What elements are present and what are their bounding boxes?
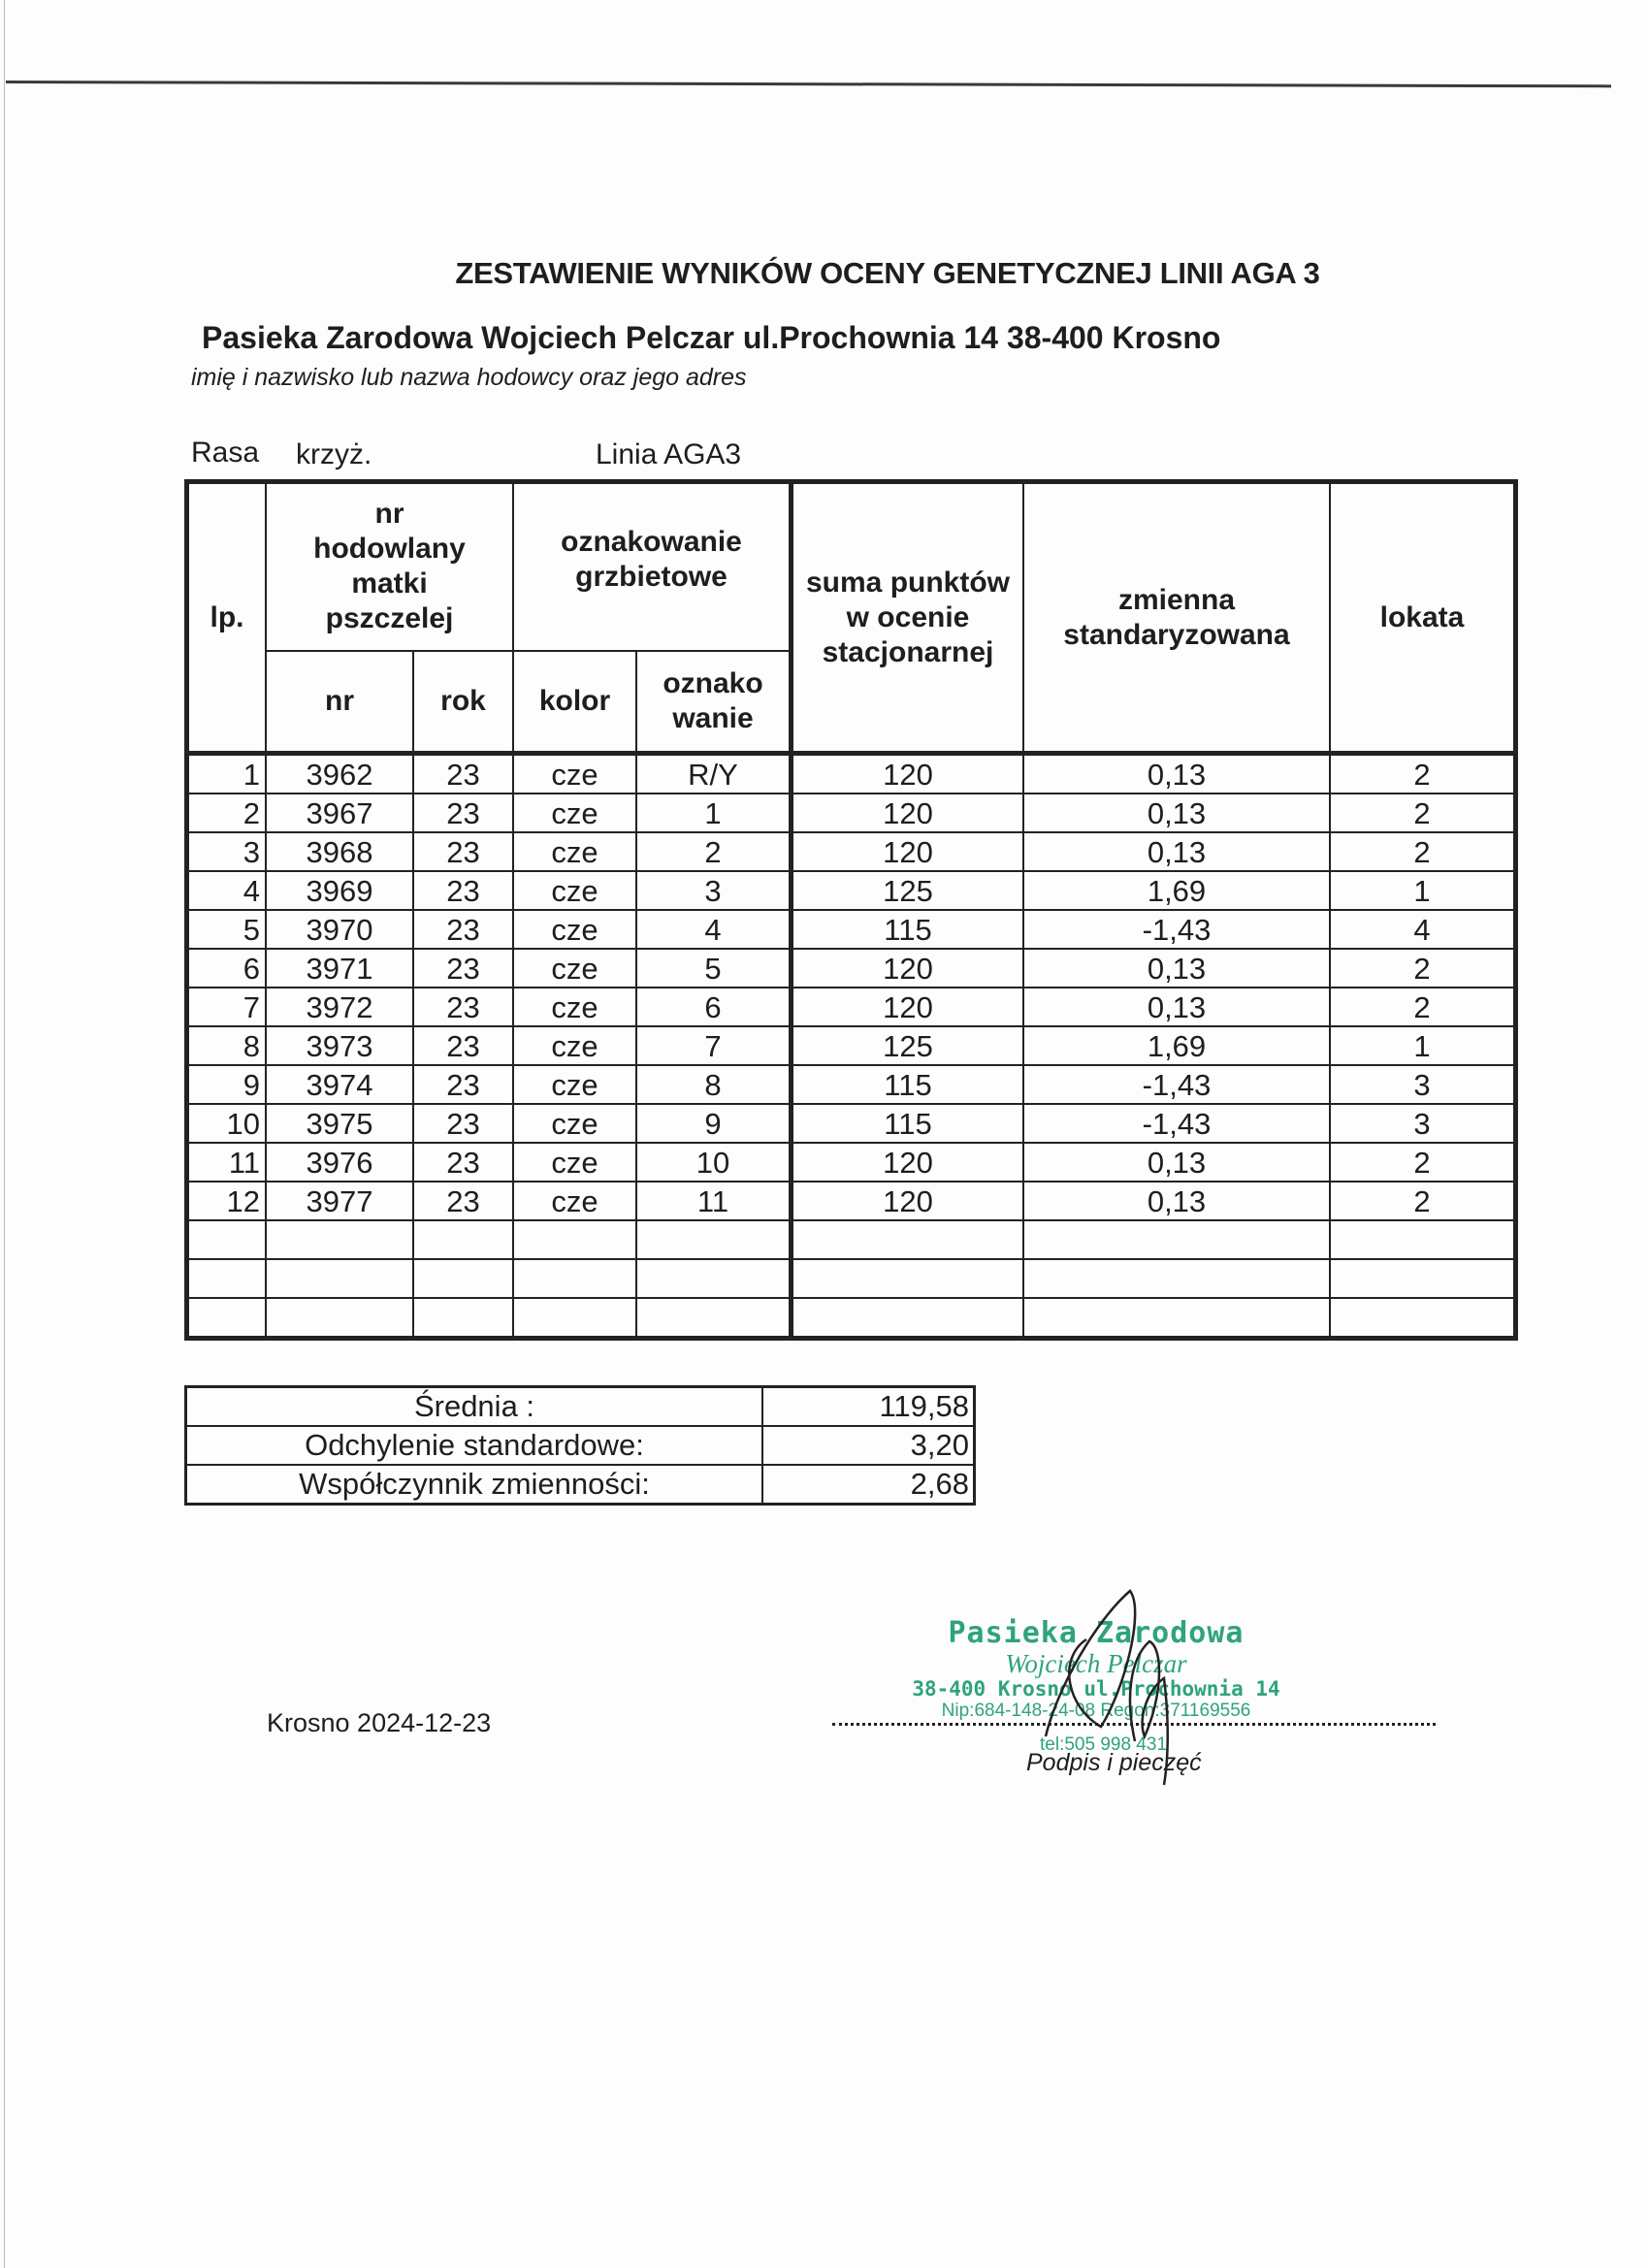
scan-edge-line (4, 0, 5, 2268)
cell-rok: 23 (413, 910, 513, 949)
empty-cell (187, 1220, 267, 1259)
cell-suma: 120 (792, 794, 1024, 832)
cell-oznakowanie: 8 (636, 1065, 792, 1104)
cell-lp: 10 (187, 1104, 267, 1143)
empty-cell (266, 1259, 413, 1298)
empty-cell (636, 1220, 792, 1259)
cell-suma: 115 (792, 910, 1024, 949)
cell-rok: 23 (413, 871, 513, 910)
cell-nr: 3972 (266, 988, 413, 1026)
empty-table-row (187, 1220, 1516, 1259)
summary-table (184, 1385, 976, 1506)
empty-cell (413, 1259, 513, 1298)
header-oznakowanie: oznako wanie (636, 651, 792, 754)
handwritten-signature (1028, 1571, 1222, 1795)
cell-kolor: cze (513, 1104, 636, 1143)
signature-caption: Podpis i pieczęć (1026, 1749, 1202, 1776)
empty-cell (1023, 1298, 1330, 1339)
cell-lokata: 3 (1330, 1104, 1516, 1143)
cell-kolor: cze (513, 988, 636, 1026)
cell-suma: 120 (792, 754, 1024, 794)
cell-lokata: 2 (1330, 988, 1516, 1026)
cell-lp: 6 (187, 949, 267, 988)
empty-cell (513, 1298, 636, 1339)
summary-row-mean (186, 1387, 975, 1427)
cell-kolor: cze (513, 949, 636, 988)
table-row (187, 832, 1516, 871)
empty-cell (513, 1259, 636, 1298)
stamp-line-ids: Nip:684-148-24-08 Regon:371169556 (941, 1701, 1251, 1721)
cell-kolor: cze (513, 1182, 636, 1220)
cell-oznakowanie: 4 (636, 910, 792, 949)
cell-lokata: 2 (1330, 1182, 1516, 1220)
empty-cell (266, 1220, 413, 1259)
summary-value: 119,58 (762, 1387, 975, 1427)
cell-lokata: 2 (1330, 1143, 1516, 1182)
cell-suma: 120 (792, 1143, 1024, 1182)
summary-row-cv (186, 1465, 975, 1505)
empty-cell (413, 1298, 513, 1339)
empty-cell (1023, 1220, 1330, 1259)
empty-cell (1330, 1259, 1516, 1298)
linia-label: Linia AGA3 (596, 438, 742, 470)
cell-oznakowanie: R/Y (636, 754, 792, 794)
cell-suma: 115 (792, 1104, 1024, 1143)
empty-cell (1330, 1220, 1516, 1259)
summary-row-stddev (186, 1426, 975, 1465)
empty-cell (187, 1259, 267, 1298)
cell-oznakowanie: 11 (636, 1182, 792, 1220)
cell-nr: 3969 (266, 871, 413, 910)
cell-zmienna: 1,69 (1023, 871, 1330, 910)
cell-nr: 3973 (266, 1026, 413, 1065)
cell-zmienna: 0,13 (1023, 1143, 1330, 1182)
empty-table-row (187, 1259, 1516, 1298)
cell-lokata: 3 (1330, 1065, 1516, 1104)
empty-cell (413, 1220, 513, 1259)
empty-cell (1330, 1298, 1516, 1339)
cell-lokata: 4 (1330, 910, 1516, 949)
header-lokata: lokata (1330, 482, 1516, 754)
cell-rok: 23 (413, 1065, 513, 1104)
cell-lp: 12 (187, 1182, 267, 1220)
header-zmienna: zmienna standaryzowana (1023, 482, 1330, 754)
cell-kolor: cze (513, 832, 636, 871)
cell-oznakowanie: 2 (636, 832, 792, 871)
cell-zmienna: 0,13 (1023, 1182, 1330, 1220)
cell-lokata: 2 (1330, 949, 1516, 988)
empty-table-row (187, 1298, 1516, 1339)
stamp-line-owner: Wojciech Pelczar (1005, 1649, 1187, 1678)
cell-nr: 3970 (266, 910, 413, 949)
breeder-caption: imię i nazwisko lub nazwa hodowcy oraz jego adres (191, 364, 747, 391)
empty-cell (187, 1298, 267, 1339)
table-row (187, 1182, 1516, 1220)
cell-rok: 23 (413, 1026, 513, 1065)
place-date: Krosno 2024-12-23 (267, 1708, 492, 1737)
cell-rok: 23 (413, 1182, 513, 1220)
header-nr-group: nr hodowlany matki pszczelej (266, 482, 513, 651)
cell-nr: 3962 (266, 754, 413, 794)
cell-nr: 3967 (266, 794, 413, 832)
cell-lokata: 2 (1330, 754, 1516, 794)
table-row (187, 1143, 1516, 1182)
cell-suma: 120 (792, 832, 1024, 871)
summary-label: Odchylenie standardowe: (186, 1426, 763, 1465)
cell-oznakowanie: 7 (636, 1026, 792, 1065)
empty-cell (636, 1259, 792, 1298)
table-row (187, 754, 1516, 794)
cell-zmienna: 0,13 (1023, 949, 1330, 988)
empty-cell (636, 1298, 792, 1339)
table-row (187, 988, 1516, 1026)
empty-cell (792, 1220, 1024, 1259)
summary-value: 2,68 (762, 1465, 975, 1505)
table-row (187, 871, 1516, 910)
cell-rok: 23 (413, 832, 513, 871)
cell-zmienna: 1,69 (1023, 1026, 1330, 1065)
cell-oznakowanie: 5 (636, 949, 792, 988)
cell-zmienna: 0,13 (1023, 832, 1330, 871)
cell-suma: 120 (792, 1182, 1024, 1220)
cell-suma: 120 (792, 988, 1024, 1026)
cell-oznakowanie: 1 (636, 794, 792, 832)
cell-nr: 3971 (266, 949, 413, 988)
stamp-line-address: 38-400 Krosno ul.Prochownia 14 (912, 1677, 1280, 1701)
header-suma: suma punktów w ocenie stacjonarnej (792, 482, 1024, 754)
cell-zmienna: 0,13 (1023, 754, 1330, 794)
cell-suma: 120 (792, 949, 1024, 988)
cell-zmienna: 0,13 (1023, 988, 1330, 1026)
cell-rok: 23 (413, 1104, 513, 1143)
cell-kolor: cze (513, 754, 636, 794)
header-nr: nr (266, 651, 413, 754)
breeder-name-address: Pasieka Zarodowa Wojciech Pelczar ul.Prochownia 14 38-400 Krosno (202, 320, 1221, 355)
summary-label: Średnia : (186, 1387, 763, 1427)
header-lp: lp. (187, 482, 267, 754)
cell-lp: 2 (187, 794, 267, 832)
table-row (187, 910, 1516, 949)
header-rule (6, 81, 1611, 87)
document-title: ZESTAWIENIE WYNIKÓW OCENY GENETYCZNEJ LINII AGA 3 (455, 256, 1320, 290)
cell-lp: 5 (187, 910, 267, 949)
cell-lp: 3 (187, 832, 267, 871)
header-kolor: kolor (513, 651, 636, 754)
table-row (187, 1104, 1516, 1143)
stamp-line-name: Pasieka Zarodowa (948, 1616, 1245, 1650)
table-row (187, 1065, 1516, 1104)
cell-rok: 23 (413, 1143, 513, 1182)
cell-kolor: cze (513, 1065, 636, 1104)
empty-cell (792, 1298, 1024, 1339)
cell-zmienna: -1,43 (1023, 1065, 1330, 1104)
cell-oznakowanie: 10 (636, 1143, 792, 1182)
table-row (187, 794, 1516, 832)
cell-kolor: cze (513, 1026, 636, 1065)
cell-lp: 9 (187, 1065, 267, 1104)
cell-oznakowanie: 9 (636, 1104, 792, 1143)
summary-value: 3,20 (762, 1426, 975, 1465)
rasa-label: Rasa (191, 437, 260, 469)
cell-nr: 3968 (266, 832, 413, 871)
cell-nr: 3976 (266, 1143, 413, 1182)
results-table (184, 479, 1518, 1341)
cell-rok: 23 (413, 794, 513, 832)
cell-suma: 115 (792, 1065, 1024, 1104)
empty-cell (513, 1220, 636, 1259)
cell-lp: 8 (187, 1026, 267, 1065)
summary-label: Współczynnik zmienności: (186, 1465, 763, 1505)
cell-oznakowanie: 3 (636, 871, 792, 910)
cell-lokata: 2 (1330, 832, 1516, 871)
cell-kolor: cze (513, 1143, 636, 1182)
header-oznakowanie-group: oznakowanie grzbietowe (513, 482, 792, 651)
cell-oznakowanie: 6 (636, 988, 792, 1026)
empty-cell (266, 1298, 413, 1339)
cell-rok: 23 (413, 988, 513, 1026)
cell-lp: 7 (187, 988, 267, 1026)
cell-suma: 125 (792, 871, 1024, 910)
cell-lokata: 1 (1330, 1026, 1516, 1065)
cell-kolor: cze (513, 871, 636, 910)
cell-zmienna: -1,43 (1023, 1104, 1330, 1143)
cell-nr: 3975 (266, 1104, 413, 1143)
table-row (187, 949, 1516, 988)
empty-cell (1023, 1259, 1330, 1298)
cell-lp: 1 (187, 754, 267, 794)
cell-zmienna: -1,43 (1023, 910, 1330, 949)
cell-nr: 3977 (266, 1182, 413, 1220)
cell-rok: 23 (413, 754, 513, 794)
cell-lokata: 1 (1330, 871, 1516, 910)
empty-cell (792, 1259, 1024, 1298)
header-rok: rok (413, 651, 513, 754)
cell-kolor: cze (513, 794, 636, 832)
cell-nr: 3974 (266, 1065, 413, 1104)
cell-zmienna: 0,13 (1023, 794, 1330, 832)
cell-lp: 4 (187, 871, 267, 910)
rasa-value: krzyż. (296, 438, 372, 470)
cell-lp: 11 (187, 1143, 267, 1182)
cell-kolor: cze (513, 910, 636, 949)
stamp-line-phone: tel:505 998 431 (1040, 1734, 1168, 1755)
cell-rok: 23 (413, 949, 513, 988)
table-row (187, 1026, 1516, 1065)
cell-suma: 125 (792, 1026, 1024, 1065)
cell-lokata: 2 (1330, 794, 1516, 832)
